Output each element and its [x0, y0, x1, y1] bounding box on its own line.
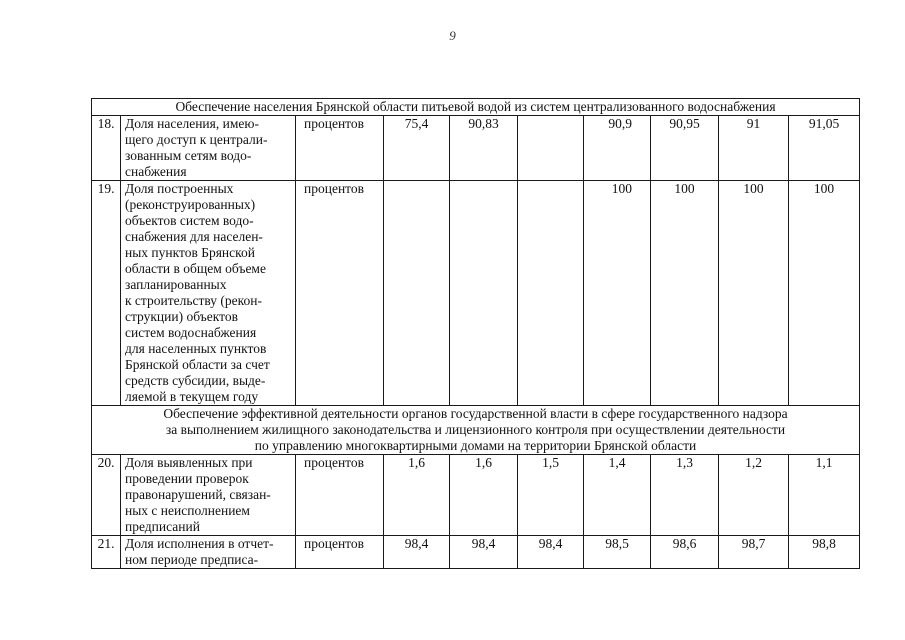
- value-cell: 90,95: [651, 116, 719, 181]
- indicator-name-line: Доля выявленных при: [125, 455, 253, 470]
- row-number: 20.: [92, 455, 121, 536]
- table-row: [92, 181, 860, 406]
- indicator-name: [121, 116, 296, 181]
- row-number: 18.: [92, 116, 121, 181]
- unit-cell: процентов: [296, 455, 384, 536]
- value-cell: 1,6: [450, 455, 518, 536]
- table-row: [92, 455, 860, 536]
- indicator-name-line: средств субсидии, выде-: [125, 373, 266, 388]
- section-header-row: [92, 406, 860, 455]
- indicator-name-line: Доля построенных: [125, 181, 234, 196]
- indicator-name: [121, 455, 296, 536]
- indicator-name: [121, 536, 296, 569]
- value-cell: 100: [584, 181, 651, 406]
- indicator-name-line: снабжения: [125, 164, 187, 179]
- indicator-name-line: систем водоснабжения: [125, 325, 257, 340]
- indicator-name-line: ном периоде предписа-: [125, 552, 259, 567]
- value-cell: [518, 116, 584, 181]
- value-cell: 98,4: [518, 536, 584, 569]
- value-cell: [518, 181, 584, 406]
- value-cell: 1,6: [384, 455, 450, 536]
- table-body: [92, 99, 860, 569]
- value-cell: 100: [651, 181, 719, 406]
- value-cell: 1,3: [651, 455, 719, 536]
- value-cell: [384, 181, 450, 406]
- value-cell: 75,4: [384, 116, 450, 181]
- indicator-name: [121, 181, 296, 406]
- value-cell: 1,5: [518, 455, 584, 536]
- value-cell: 98,7: [719, 536, 789, 569]
- value-cell: 98,6: [651, 536, 719, 569]
- section-title: [92, 99, 860, 116]
- value-cell: 98,8: [789, 536, 860, 569]
- indicator-name-line: Брянской области за счет: [125, 357, 270, 372]
- section-title-line: Обеспечение населения Брянской области питьевой водой из систем централизованного водоснабжения: [175, 99, 776, 114]
- indicator-name-line: предписаний: [125, 519, 200, 534]
- value-cell: 1,4: [584, 455, 651, 536]
- unit-cell: процентов: [296, 116, 384, 181]
- indicator-name-line: области в общем объеме: [125, 261, 266, 276]
- indicators-table: [91, 98, 860, 569]
- value-cell: 91: [719, 116, 789, 181]
- indicator-name-line: снабжения для населен-: [125, 229, 263, 244]
- indicator-name-line: Доля исполнения в отчет-: [125, 536, 274, 551]
- indicator-name-line: проведении проверок: [125, 471, 249, 486]
- section-title-line: за выполнением жилищного законодательства и лицензионного контроля при осуществлении деятельности: [165, 422, 786, 437]
- indicator-name-line: объектов систем водо-: [125, 213, 254, 228]
- value-cell: 90,83: [450, 116, 518, 181]
- row-number: 21.: [92, 536, 121, 569]
- page-number: 9: [449, 28, 456, 43]
- value-cell: 1,2: [719, 455, 789, 536]
- indicator-name-line: (реконструированных): [125, 197, 256, 212]
- value-cell: 100: [789, 181, 860, 406]
- value-cell: 1,1: [789, 455, 860, 536]
- indicator-name-line: к строительству (рекон-: [125, 293, 263, 308]
- indicator-name-line: Доля населения, имею-: [125, 116, 259, 131]
- indicator-name-line: ных пунктов Брянской: [125, 245, 255, 260]
- indicator-name-line: щего доступ к централи-: [125, 132, 268, 147]
- value-cell: 100: [719, 181, 789, 406]
- indicator-name-line: правонарушений, связан-: [125, 487, 271, 502]
- value-cell: 91,05: [789, 116, 860, 181]
- value-cell: 98,5: [584, 536, 651, 569]
- indicator-name-line: струкции) объектов: [125, 309, 238, 324]
- section-title: [92, 406, 860, 455]
- unit-cell: процентов: [296, 181, 384, 406]
- indicator-name-line: ных с неисполнением: [125, 503, 250, 518]
- section-title-line: по управлению многоквартирными домами на территории Брянской области: [254, 438, 697, 453]
- indicator-name-line: зованным сетям водо-: [125, 148, 252, 163]
- indicator-name-line: запланированных: [125, 277, 227, 292]
- row-number: 19.: [92, 181, 121, 406]
- value-cell: 90,9: [584, 116, 651, 181]
- indicator-name-line: для населенных пунктов: [125, 341, 267, 356]
- value-cell: 98,4: [384, 536, 450, 569]
- value-cell: 98,4: [450, 536, 518, 569]
- table-row: [92, 116, 860, 181]
- unit-cell: процентов: [296, 536, 384, 569]
- section-header-row: [92, 99, 860, 116]
- table-row: [92, 536, 860, 569]
- section-title-line: Обеспечение эффективной деятельности органов государственной власти в сфере государственного надзора: [163, 406, 788, 421]
- value-cell: [450, 181, 518, 406]
- indicator-name-line: ляемой в текущем году: [125, 389, 259, 404]
